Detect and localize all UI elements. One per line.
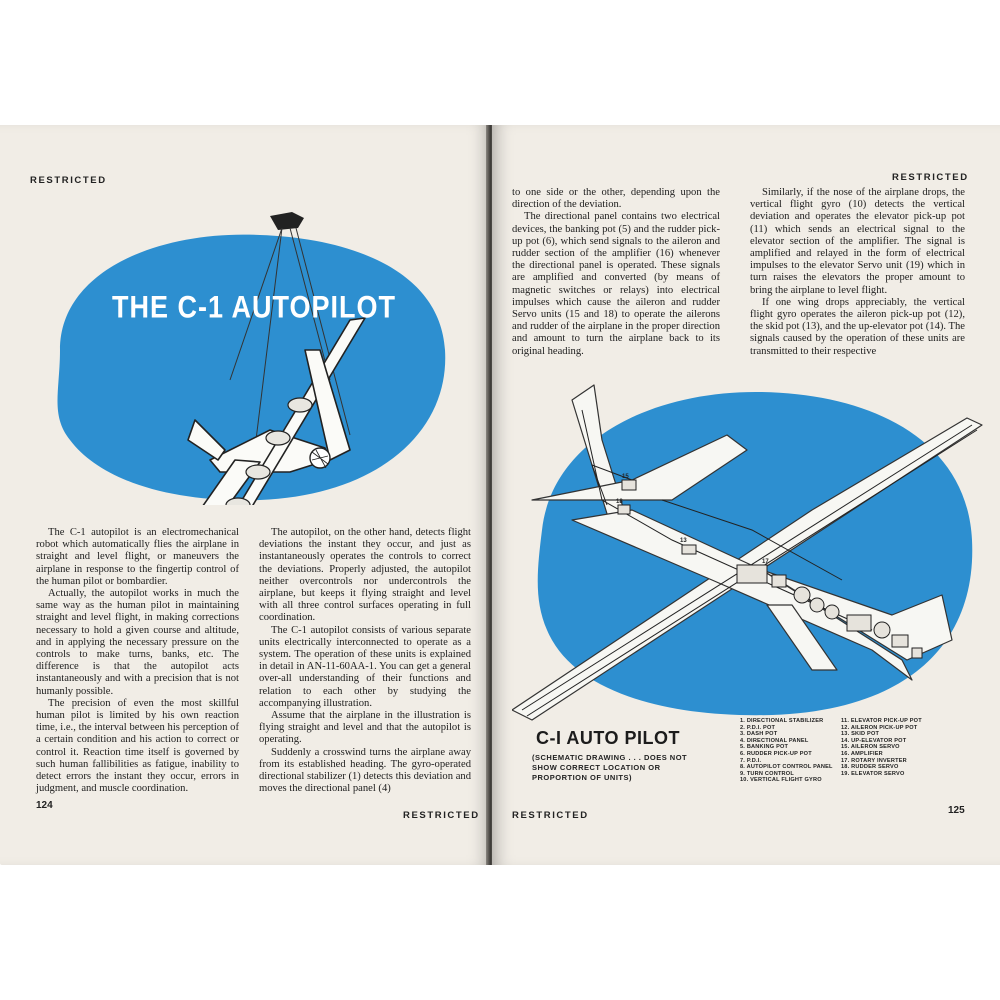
legend-item: 13. SKID POT [841, 731, 880, 738]
legend-item: 15. AILERON SERVO [841, 744, 900, 751]
legend-item: 4. DIRECTIONAL PANEL [740, 737, 809, 744]
callout-label: 13 [680, 538, 687, 544]
callout-label: 15 [622, 474, 629, 480]
left-text-column-1 [36, 527, 239, 795]
page-number: 125 [948, 805, 965, 816]
callout-label: 17 [762, 559, 769, 565]
legend-item: 3. DASH POT [740, 731, 778, 738]
legend-item: 7. P.D.I. [740, 757, 762, 764]
callout-label: 18 [616, 499, 623, 505]
legend-item: 2. P.D.I. POT [740, 724, 776, 731]
parts-legend-1 [740, 718, 833, 784]
paragraph: to one side or the other, depending upon the direction of the deviation. [512, 187, 720, 211]
schematic-subtitle: (SCHEMATIC DRAWING . . . DOES NOT SHOW CORRECT LOCATION OR PROPORTION OF UNITS) [532, 753, 688, 782]
paragraph: The precision of even the most skillful human pilot is limited by his own reaction time, i.e., the interval between his perception of a certain condition and his action to correct or control it. Reaction time itself is governed by such human fallibilities as fatigue, inability to detect errors the instant they occur, errors in judgment, and muscle coordination. [36, 697, 239, 795]
legend-item: 17. ROTARY INVERTER [841, 757, 907, 764]
legend-item: 19. ELEVATOR SERVO [841, 770, 905, 777]
right-text-column-1 [512, 187, 720, 358]
left-header: RESTRICTED [30, 175, 107, 186]
right-page [492, 125, 1000, 865]
right-header: RESTRICTED [892, 172, 969, 183]
paragraph: The autopilot, on the other hand, detects flight deviations the instant they occur, and just as instantaneously operates the controls to correct the deviations. Properly adjusted, the autopilot neither overcontrols nor undercontrols the airplane, but keeps it flying straight and level with all three control surfaces operating in full coordination. [259, 527, 471, 624]
right-text-column-2 [750, 187, 965, 358]
paragraph: The C-1 autopilot consists of various separate units electrically interconnected to operate as a system. The operation of these units is explained in detail in AN-11-60AA-1. You can get a general over-all understanding of their functions and relation to each other by studying the accompanying illustration. [259, 624, 471, 709]
paragraph: Similarly, if the nose of the airplane drops, the vertical flight gyro (10) detects the vertical deviation and operates the elevator pick-up pot (11) which sends an electrical signal to the elevator section of the amplifier. The signal is amplified and relayed in the form of electrical impulses to the elevator Servo unit (19) which in turn raises the elevators the proper amount to bring the airplane to level flight. [750, 187, 965, 296]
illustration-title: THE C-1 AUTOPILOT [112, 290, 397, 325]
paragraph: Assume that the airplane in the illustration is flying straight and level and that the autopilot is operating. [259, 710, 471, 746]
paragraph: If one wing drops appreciably, the vertical flight gyro operates the aileron pick-up pot (12), the skid pot (13), and the up-elevator pot (14). The signals caused by the operation of these units are transmitted to their respective [750, 296, 965, 357]
left-footer: RESTRICTED [403, 810, 480, 821]
paragraph: Suddenly a crosswind turns the airplane away from its established heading. The gyro-operated directional stabilizer (1) detects this deviation and moves the directional panel (4) [259, 746, 471, 795]
legend-item: 18. RUDDER SERVO [841, 764, 899, 771]
paragraph: The directional panel contains two electrical devices, the banking pot (5) and the rudder pick-up pot (6), which send signals to the aileron and rudder section of the amplifier (16) whenever the directional panel is operated. These signals are amplified and converted (by means of magnetic switches or relays) into electrical impulses which cause the aileron and rudder Servo units (15 and 18) to operate the ailerons and rudder of the airplane in the proper direction and amount to turn the airplane back to its original heading. [512, 211, 720, 357]
legend-item: 14. UP-ELEVATOR POT [841, 737, 907, 744]
legend-item: 9. TURN CONTROL [740, 770, 794, 777]
paragraph: Actually, the autopilot works in much the same way as the human pilot in maintaining straight and level flight, in making corrections necessary to hold a given course and altitude, and in applying the necessary pressure on the controls to make turns, banks, etc. The difference is that the autopilot acts instantaneously and with a precision that is not humanly possible. [36, 588, 239, 697]
legend-item: 16. AMPLIFIER [841, 750, 883, 757]
autopilot-illustration [20, 210, 460, 505]
legend-item: 6. RUDDER PICK-UP POT [740, 750, 812, 757]
right-footer: RESTRICTED [512, 810, 589, 821]
left-text-column-2 [259, 527, 471, 795]
paragraph: The C-1 autopilot is an electromechanical robot which automatically flies the airplane in straight and level flight, or maneuvers the airplane in response to the fingertip control of the human pilot or bombardier. [36, 527, 239, 587]
parts-legend-2 [841, 718, 922, 777]
legend-item: 5. BANKING POT [740, 744, 789, 751]
open-book [0, 125, 1000, 865]
page-number: 124 [36, 800, 53, 811]
schematic-illustration [512, 380, 992, 725]
legend-item: 8. AUTOPILOT CONTROL PANEL [740, 764, 833, 771]
legend-item: 12. AILERON PICK-UP POT [841, 724, 918, 731]
legend-item: 11. ELEVATOR PICK-UP POT [841, 718, 922, 724]
schematic-title: C-I AUTO PILOT [536, 728, 680, 748]
legend-item: 10. VERTICAL FLIGHT GYRO [740, 777, 822, 784]
legend-item: 1. DIRECTIONAL STABILIZER [740, 718, 824, 724]
left-page [0, 125, 490, 865]
